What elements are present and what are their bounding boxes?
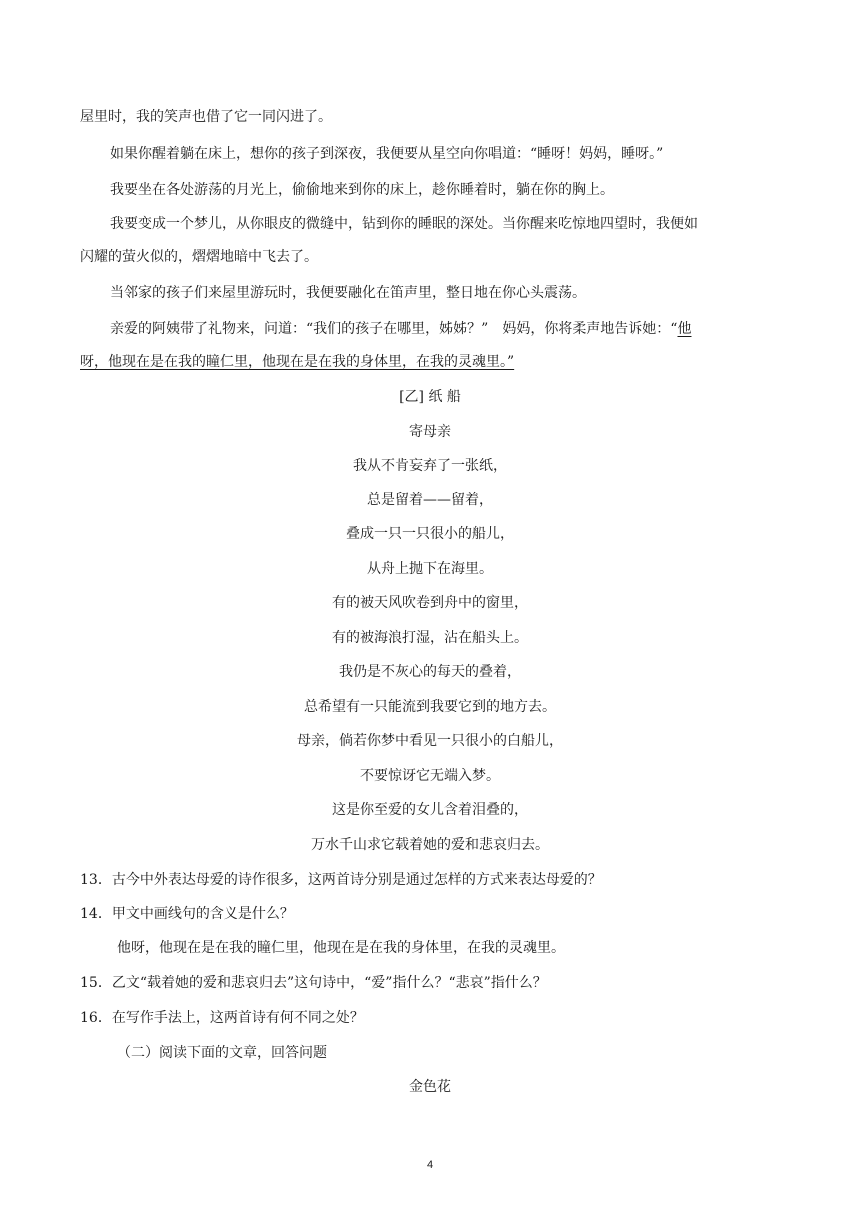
poem-line: 有的被海浪打湿，沾在船头上。 <box>332 630 528 646</box>
poem-line: 母亲，倘若你梦中看见一只很小的白船儿， <box>297 733 563 749</box>
poem-subtitle: 寄母亲 <box>409 424 451 440</box>
plain-text: 亲爱的阿姨带了礼物来，问道：“我们的孩子在哪里，姊姊？” 妈妈，你将柔声地告诉她：“ <box>110 321 678 337</box>
question-13: 13．古今中外表达母爱的诗作很多，这两首诗分别是通过怎样的方式来表达母爱的？ <box>80 872 602 888</box>
poem-line: 万水千山求它载着她的爱和悲哀归去。 <box>311 837 549 853</box>
paragraph-line: 我要变成一个梦儿，从你眼皮的微缝中，钻到你的睡眠的深处。当你醒来吃惊地四望时，我便如 <box>110 216 698 232</box>
question-14-quote: 他呀，他现在是在我的瞳仁里，他现在是在我的身体里，在我的灵魂里。 <box>117 940 565 956</box>
poem-line: 我仍是不灰心的每天的叠着， <box>339 664 521 680</box>
poem-line: 总是留着——留着， <box>367 492 493 508</box>
question-16: 16．在写作手法上，这两首诗有何不同之处？ <box>80 1010 364 1026</box>
page-number: 4 <box>426 1159 434 1171</box>
question-14: 14．甲文中画线句的含义是什么？ <box>80 906 294 922</box>
poem-line: 从舟上抛下在海里。 <box>367 561 493 577</box>
paragraph-line: 闪耀的萤火似的，熠熠地暗中飞去了。 <box>80 249 318 265</box>
section-title: 金色花 <box>409 1079 451 1095</box>
underlined-sentence: 呀，他现在是在我的瞳仁里，他现在是在我的身体里，在我的灵魂里。” <box>80 354 515 370</box>
underlined-sentence-start: 他 <box>677 321 692 337</box>
paragraph-line <box>110 319 691 339</box>
paragraph: 我要坐在各处游荡的月光上，偷偷地来到你的床上，趁你睡着时，躺在你的胸上。 <box>110 182 614 198</box>
paragraph: 如果你醒着躺在床上，想你的孩子到深夜，我便要从星空向你唱道：“睡呀！妈妈，睡呀。” <box>110 146 664 162</box>
poem-line: 有的被天风吹卷到舟中的窗里， <box>332 595 528 611</box>
question-15: 15．乙文“载着她的爱和悲哀归去”这句诗中，“爱”指什么？“悲哀”指什么？ <box>80 975 547 991</box>
paragraph-line <box>80 352 514 372</box>
paragraph-line: 屋里时，我的笑声也借了它一同闪进了。 <box>80 109 332 125</box>
poem-title: [乙] 纸 船 <box>399 389 461 405</box>
poem-line: 我从不肯妄弃了一张纸， <box>353 458 507 474</box>
section-heading: （二）阅读下面的文章，回答问题 <box>117 1045 327 1061</box>
poem-line: 不要惊讶它无端入梦。 <box>360 768 500 784</box>
paragraph: 当邻家的孩子们来屋里游玩时，我便要融化在笛声里，整日地在你心头震荡。 <box>110 285 586 301</box>
poem-line: 总希望有一只能流到我要它到的地方去。 <box>304 699 556 715</box>
poem-line: 叠成一只一只很小的船儿， <box>346 526 514 542</box>
poem-line: 这是你至爱的女儿含着泪叠的， <box>332 802 528 818</box>
